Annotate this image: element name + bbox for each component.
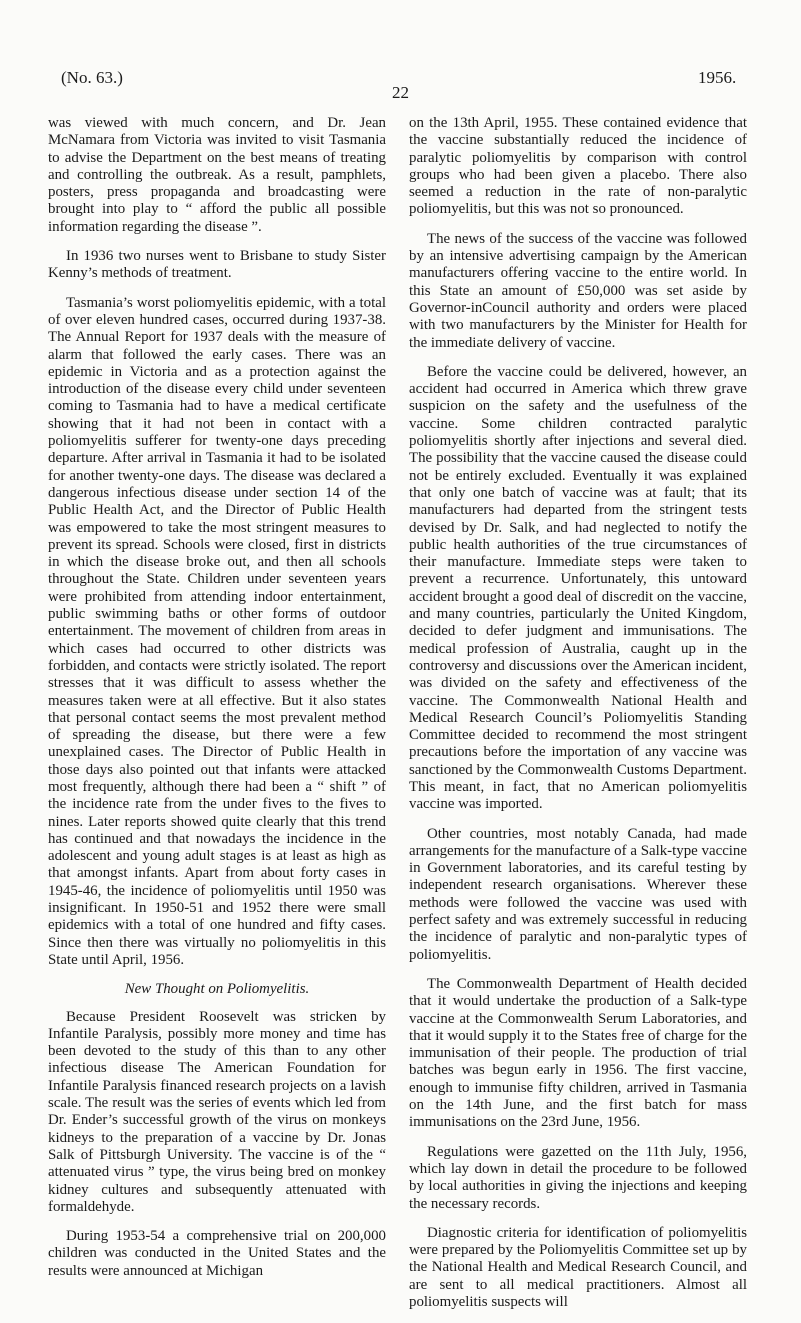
page-header-number: (No. 63.) — [61, 68, 123, 87]
paragraph: Before the vaccine could be delivered, however, an accident had occurred in America which threw grave suspicion on the safety and the usefulness of the vaccine. Some children contracted paralytic poliomyelitis shortly after injections and several died. The possibility that the vaccine caused the disease could not be entirely excluded. Eventually it was explained that only one batch of vaccine was at fault; that its manufacturers had departed from the stringent tests devised by Dr. Salk, and had neglected to notify the public health authorities of the true circumstances of their manufacture. Immediate steps were taken to prevent a recurrence. Unfortunately, this untoward accident brought a good deal of discredit on the vaccine, and many countries, particularly the United Kingdom, decided to defer judgment and immunisations. The medical profession of Australia, caught up in the controversy and discussions over the American incident, was divided on the safety and effectiveness of the vaccine. The Commonwealth National Health and Medical Research Council’s Poliomyelitis Standing Committee decided to recommend the most stringent precautions before the importation of any vaccine was sanctioned by the Commonwealth Customs Department. This meant, in fact, that no American poliomyelitis vaccine was imported. — [409, 363, 747, 813]
paragraph: The Commonwealth Department of Health decided that it would undertake the production of a Salk-type vaccine at the Commonwealth Serum Laboratories, and that it would supply it to the States free of charge for the immunisation of their people. The production of trial batches was begun early in 1956. The first vaccine, enough to immunise fifty children, arrived in Tasmania on the 14th June, and the first batch for mass immunisations on the 23rd June, 1956. — [409, 975, 747, 1131]
paragraph: Other countries, most notably Canada, had made arrangements for the manufacture of a Salk-type vaccine in Government laboratories, and its careful testing by independent research organisations. Wherever these methods were followed the vaccine was used with perfect safety and was extremely successful in reducing the incidence of paralytic and non-paralytic types of poliomyelitis. — [409, 825, 747, 963]
section-heading: New Thought on Poliomyelitis. — [124, 981, 310, 998]
page-header-year: 1956. — [698, 68, 737, 87]
paragraph: was viewed with much concern, and Dr. Jean McNamara from Victoria was invited to visit Tasmania to advise the Department on the best means of treating and controlling the outbreak. As a result, pamphlets, posters, press propaganda and broadcasting were brought into play to “ afford the public all possible information regarding the disease ”. — [48, 115, 386, 235]
paragraph: Because President Roosevelt was stricken by Infantile Paralysis, possibly more money and time has been devoted to the study of this than to any other infectious disease The American Foundation for Infantile Paralysis financed research projects on a lavish scale. The result was the series of events which led from Dr. Ender’s successful growth of the virus on monkeys kidneys to the preparation of a vaccine by Dr. Jonas Salk of Pittsburgh University. The vaccine is of the “ attenuated virus ” type, the virus being bred on monkey kidney cultures and subsequently attenuated with formaldehyde. — [48, 1008, 386, 1215]
paragraph: Diagnostic criteria for identification of poliomyelitis were prepared by the Poliomyelitis Committee set up by the National Health and Medical Research Council, and are sent to all medical practitioners. Almost all poliomyelitis suspects will — [409, 1224, 747, 1310]
left-column — [48, 115, 386, 1292]
paragraph: Tasmania’s worst poliomyelitis epidemic, with a total of over eleven hundred cases, occurred during 1937-38. The Annual Report for 1937 deals with the measure of alarm that followed the early cases. There was an epidemic in Victoria and as a protection against the introduction of the disease every child under seventeen coming to Tasmania had to have a medical certificate showing that it had not been in contact with a poliomyelitis sufferer for twenty-one days preceding departure. After arrival in Tasmania it had to be isolated for another twenty-one days. The disease was declared a dangerous infectious disease under section 14 of the Public Health Act, and the Director of Public Health was empowered to take the most stringent measures to prevent its spread. Schools were closed, first in districts in which the disease broke out, and then all schools throughout the State. Children under seventeen years were prohibited from attending indoor entertainment, public swimming baths or other forms of outdoor entertainment. The movement of children from areas in which cases had occurred to other districts was forbidden, and contacts were strictly isolated. The report stresses that it was difficult to assess whether the measures taken were at all effective. But it also states that personal contact seems the most prevalent method of spreading the disease, but there were a few unexplained cases. The Director of Public Health in those days also pointed out that infants were attacked most frequently, although there had been a “ shift ” of the incidence rate from the under fives to the fives to nines. Later reports showed quite clearly that this trend has continued and that nowadays the incidence in the adolescent and young adult stages is at least as high as that amongst infants. Apart from about forty cases in 1945-46, the incidence of poliomyelitis until 1950 was insignificant. In 1950-51 and 1952 there were small epidemics with a total of one hundred and fifty cases. Since then there was virtually no poliomyelitis in this State until April, 1956. — [48, 294, 386, 968]
paragraph: In 1936 two nurses went to Brisbane to study Sister Kenny’s methods of treatment. — [48, 248, 386, 282]
right-column — [409, 115, 747, 1323]
paragraph: Regulations were gazetted on the 11th July, 1956, which lay down in detail the procedure to be followed by local authorities in giving the injections and keeping the necessary records. — [409, 1143, 747, 1212]
paragraph: During 1953-54 a comprehensive trial on 200,000 children was conducted in the United States and the results were announced at Michigan — [48, 1228, 386, 1279]
paragraph: on the 13th April, 1955. These contained evidence that the vaccine substantially reduced the incidence of paralytic poliomyelitis by comparison with control groups who had been given a placebo. There also seemed a reduction in the rate of non-paralytic poliomyelitis, but this was not so pronounced. — [409, 115, 747, 218]
page-number: 22 — [392, 83, 409, 102]
paragraph: The news of the success of the vaccine was followed by an intensive advertising campaign by the American manufacturers offering vaccine to the entire world. In this State an amount of £50,000 was set aside by Governor-inCouncil authority and orders were placed with two manufacturers by the Minister for Health for the immediate delivery of vaccine. — [409, 230, 747, 351]
